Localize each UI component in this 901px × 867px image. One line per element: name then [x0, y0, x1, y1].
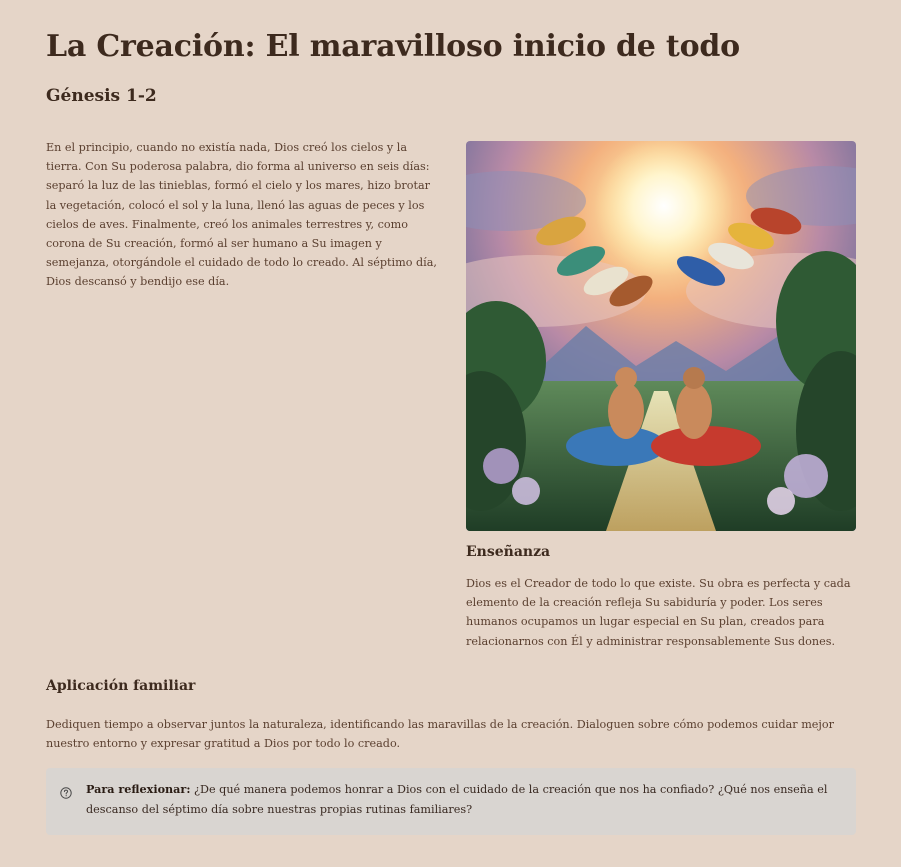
page-title: La Creación: El maravilloso inicio de todo: [46, 29, 740, 64]
family-application-heading: Aplicación familiar: [46, 678, 196, 694]
teaching-heading: Enseñanza: [466, 544, 551, 560]
scripture-reference: Génesis 1-2: [46, 86, 157, 106]
family-application-paragraph: Dediquen tiempo a observar juntos la naturaleza, identificando las maravillas de la creación. Dialoguen sobre cómo podemos cuidar mejor nuestro entorno y expresar gratitud a Dios por todo lo creado.: [46, 718, 834, 751]
reflection-question: ¿De qué manera podemos honrar a Dios con el cuidado de la creación que nos ha confiado? ¿Qué nos enseña el descanso del séptimo día sobre nuestras propias rutinas familiares?: [86, 783, 828, 816]
question-circle-icon: [60, 784, 72, 796]
reflection-label: Para reflexionar:: [86, 782, 191, 796]
reflection-callout: [46, 768, 856, 835]
creation-illustration: [466, 141, 856, 531]
intro-paragraph: En el principio, cuando no existía nada, Dios creó los cielos y la tierra. Con Su poderosa palabra, dio forma al universo en seis días: separó la luz de las tinieblas, formó el cielo y los mares, hizo brotar la vegetación, colocó el sol y la luna, llenó las aguas de peces y los cielos de aves. Finalmente, creó los animales terrestres y, como corona de Su creación, formó al ser humano a Su imagen y semejanza, otorgándole el cuidado de todo lo creado. Al séptimo día, Dios descansó y bendijo ese día.: [46, 141, 437, 289]
teaching-paragraph: Dios es el Creador de todo lo que existe. Su obra es perfecta y cada elemento de la creación refleja Su sabiduría y poder. Los seres humanos ocupamos un lugar especial en Su plan, creados para relacionarnos con Él y administrar responsablemente Sus dones.: [466, 577, 851, 648]
reflection-text: [86, 779, 846, 820]
